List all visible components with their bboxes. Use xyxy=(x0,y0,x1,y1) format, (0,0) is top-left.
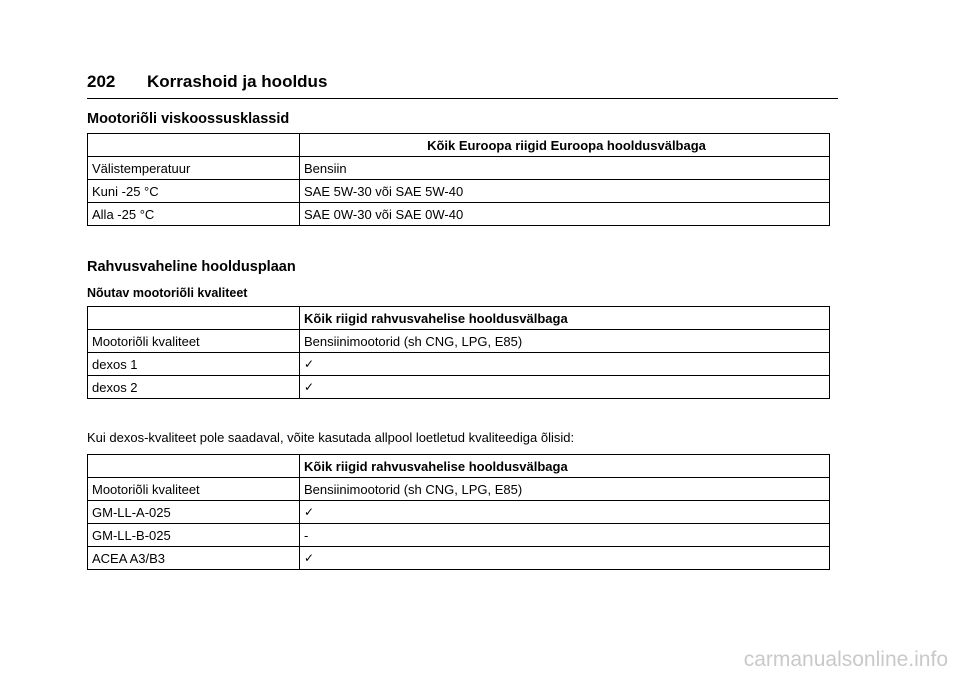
page-number: 202 xyxy=(87,72,116,91)
table-cell: Bensiin xyxy=(300,157,830,180)
table-row xyxy=(88,180,830,203)
page-header xyxy=(87,72,838,99)
check-icon: ✓ xyxy=(300,353,830,376)
table-cell: Välistemperatuur xyxy=(88,157,300,180)
table-cell: Mootoriõli kvaliteet xyxy=(88,478,300,501)
table-cell: ACEA A3/B3 xyxy=(88,547,300,570)
table-header-cell xyxy=(88,455,300,478)
check-icon: ✓ xyxy=(300,376,830,399)
viscosity-section-title: Mootoriõli viskoossusklassid xyxy=(87,111,290,127)
table-cell: Alla -25 °C xyxy=(88,203,300,226)
international-section-title: Rahvusvaheline hooldusplaan xyxy=(87,259,296,275)
table-cell: - xyxy=(300,524,830,547)
table-row xyxy=(88,501,830,524)
table-cell: Mootoriõli kvaliteet xyxy=(88,330,300,353)
table-cell: GM-LL-A-025 xyxy=(88,501,300,524)
table-cell: SAE 0W-30 või SAE 0W-40 xyxy=(300,203,830,226)
table-cell: Bensiinimootorid (sh CNG, LPG, E85) xyxy=(300,330,830,353)
table-header-cell xyxy=(88,134,300,157)
table-cell: GM-LL-B-025 xyxy=(88,524,300,547)
table-cell: Bensiinimootorid (sh CNG, LPG, E85) xyxy=(300,478,830,501)
table-row xyxy=(88,376,830,399)
table-header-cell: Kõik riigid rahvusvahelise hooldusvälbaga xyxy=(300,455,830,478)
alternative-oils-intro: Kui dexos-kvaliteet pole saadaval, võite kasutada allpool loetletud kvaliteediga õlisid: xyxy=(87,430,575,445)
table-header-row xyxy=(88,307,830,330)
table-row xyxy=(88,330,830,353)
table-row xyxy=(88,547,830,570)
table-row xyxy=(88,478,830,501)
table-row xyxy=(88,157,830,180)
check-icon: ✓ xyxy=(300,501,830,524)
required-quality-subtitle: Nõutav mootoriõli kvaliteet xyxy=(87,286,248,300)
table-row xyxy=(88,524,830,547)
table-header-cell: Kõik Euroopa riigid Euroopa hooldusvälbaga xyxy=(300,134,830,157)
table-cell: SAE 5W-30 või SAE 5W-40 xyxy=(300,180,830,203)
table-header-row xyxy=(88,455,830,478)
table-header-row xyxy=(88,134,830,157)
table-cell: dexos 1 xyxy=(88,353,300,376)
alternative-quality-table xyxy=(87,454,830,570)
table-cell: dexos 2 xyxy=(88,376,300,399)
table-header-cell xyxy=(88,307,300,330)
check-icon: ✓ xyxy=(300,547,830,570)
viscosity-table xyxy=(87,133,830,226)
table-row xyxy=(88,353,830,376)
table-cell: Kuni -25 °C xyxy=(88,180,300,203)
chapter-title: Korrashoid ja hooldus xyxy=(147,72,328,91)
table-row xyxy=(88,203,830,226)
watermark: carmanualsonline.info xyxy=(743,648,948,671)
required-quality-table xyxy=(87,306,830,399)
table-header-cell: Kõik riigid rahvusvahelise hooldusvälbaga xyxy=(300,307,830,330)
